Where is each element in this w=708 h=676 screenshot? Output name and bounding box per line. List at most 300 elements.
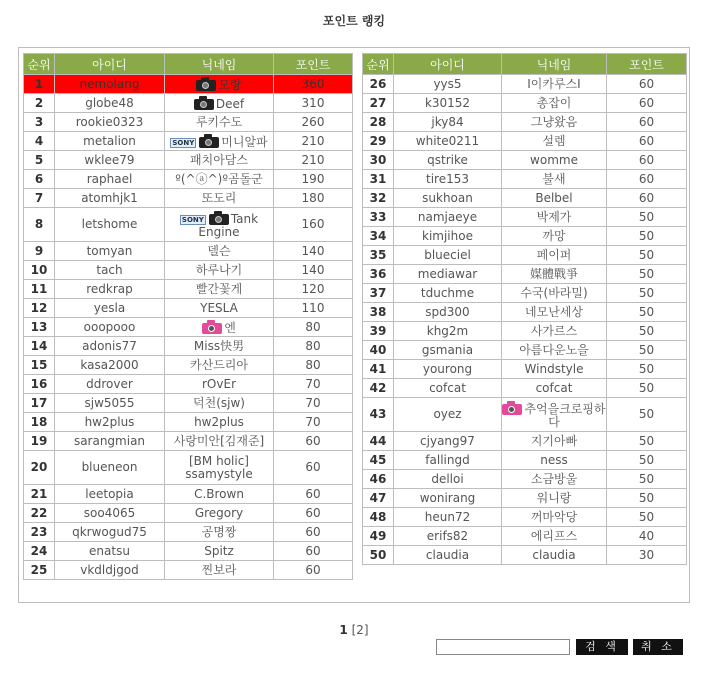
points-cell: 310: [274, 94, 353, 113]
rank-cell: 21: [24, 485, 55, 504]
user-id-cell: sjw5055: [55, 394, 165, 413]
points-cell: 60: [607, 75, 687, 94]
rank-cell: 11: [24, 280, 55, 299]
table-row: [363, 75, 687, 94]
user-id-cell: jky84: [394, 113, 502, 132]
nickname-text[interactable]: 엔: [224, 320, 236, 335]
points-cell: 80: [274, 356, 353, 375]
table-row: [24, 242, 353, 261]
rank-cell: 29: [363, 132, 394, 151]
nickname-cell[interactable]: [165, 75, 274, 94]
user-id-cell: tire153: [394, 170, 502, 189]
points-cell: 50: [607, 451, 687, 470]
camera-icon: [202, 320, 222, 334]
points-cell: 60: [274, 504, 353, 523]
sony-badge-icon: SONY: [181, 215, 204, 224]
user-id-cell: qstrike: [394, 151, 502, 170]
nickname-text[interactable]: 媒體戰爭: [529, 266, 578, 281]
rank-cell: 13: [24, 318, 55, 337]
header-nickname: 닉네임: [502, 54, 607, 75]
user-id-cell: heun72: [394, 508, 502, 527]
user-id-cell: adonis77: [55, 337, 165, 356]
table-row: [24, 504, 353, 523]
table-row: [24, 375, 353, 394]
points-cell: 140: [274, 242, 353, 261]
nickname-cell[interactable]: [502, 470, 607, 489]
camera-icon: [196, 77, 216, 91]
rank-cell: 10: [24, 261, 55, 280]
nickname-text[interactable]: Gregory: [194, 505, 244, 520]
rank-cell: 43: [363, 398, 394, 432]
points-cell: 50: [607, 246, 687, 265]
nickname-text[interactable]: 패치아담스: [190, 152, 248, 167]
rank-cell: 25: [24, 561, 55, 580]
user-id-cell: kasa2000: [55, 356, 165, 375]
user-id-cell: yys5: [394, 75, 502, 94]
nickname-text[interactable]: 까망: [542, 228, 566, 243]
table-row: [24, 280, 353, 299]
rank-cell: 19: [24, 432, 55, 451]
nickname-cell[interactable]: [165, 170, 274, 189]
points-cell: 50: [607, 398, 687, 432]
nickname-cell[interactable]: [502, 341, 607, 360]
table-row: [24, 394, 353, 413]
nickname-text[interactable]: 덕천(sjw): [193, 395, 245, 410]
search-button[interactable]: 검 색: [576, 639, 628, 655]
nickname-cell[interactable]: [502, 151, 607, 170]
table-row: [24, 208, 353, 242]
nickname-text[interactable]: 그냥왔음: [530, 114, 578, 129]
table-row: [363, 432, 687, 451]
table-row: [24, 261, 353, 280]
table-row: [363, 470, 687, 489]
nickname-text[interactable]: ness: [540, 452, 568, 467]
nickname-text[interactable]: 에리프스: [530, 528, 578, 543]
header-id: 아이디: [394, 54, 502, 75]
table-header-row: [24, 54, 353, 75]
rank-cell: 1: [24, 75, 55, 94]
nickname-cell[interactable]: [502, 170, 607, 189]
user-id-cell: khg2m: [394, 322, 502, 341]
points-cell: 210: [274, 132, 353, 151]
points-cell: 40: [607, 527, 687, 546]
nickname-text[interactable]: 꺼마악당: [530, 509, 578, 524]
nickname-text[interactable]: 하루나기: [195, 262, 243, 277]
nickname-cell[interactable]: [165, 561, 274, 580]
user-id-cell: spd300: [394, 303, 502, 322]
nickname-text[interactable]: 카산드리아: [190, 357, 248, 372]
rank-cell: 33: [363, 208, 394, 227]
nickname-cell[interactable]: [165, 151, 274, 170]
table-row: [24, 170, 353, 189]
rank-cell: 39: [363, 322, 394, 341]
rank-cell: 49: [363, 527, 394, 546]
nickname-cell[interactable]: [502, 546, 607, 565]
table-row: [24, 451, 353, 485]
user-id-cell: namjaeye: [394, 208, 502, 227]
points-cell: 210: [274, 151, 353, 170]
nickname-text[interactable]: 모랑: [218, 77, 242, 92]
user-id-cell: k30152: [394, 94, 502, 113]
rank-cell: 7: [24, 189, 55, 208]
points-cell: 50: [607, 489, 687, 508]
camera-icon: [199, 134, 219, 148]
points-cell: 50: [607, 360, 687, 379]
points-cell: 50: [607, 341, 687, 360]
table-row: [363, 322, 687, 341]
sony-badge-icon: SONY: [172, 138, 195, 147]
rank-cell: 44: [363, 432, 394, 451]
points-cell: 50: [607, 284, 687, 303]
nickname-text[interactable]: womme: [530, 152, 578, 167]
points-cell: 120: [274, 280, 353, 299]
rank-cell: 12: [24, 299, 55, 318]
points-cell: 60: [274, 432, 353, 451]
rank-cell: 31: [363, 170, 394, 189]
nickname-cell[interactable]: [502, 303, 607, 322]
table-row: [24, 413, 353, 432]
nickname-text[interactable]: Miss快男: [193, 338, 245, 353]
nickname-cell[interactable]: [502, 379, 607, 398]
user-id-cell: vkdldjgod: [55, 561, 165, 580]
nickname-cell[interactable]: [502, 432, 607, 451]
nickname-cell[interactable]: [165, 242, 274, 261]
nickname-text[interactable]: YESLA: [200, 300, 238, 315]
rank-cell: 18: [24, 413, 55, 432]
nickname-cell[interactable]: [165, 280, 274, 299]
nickname-cell[interactable]: [165, 485, 274, 504]
nickname-cell[interactable]: [165, 542, 274, 561]
points-cell: 70: [274, 413, 353, 432]
rank-cell: 42: [363, 379, 394, 398]
nickname-cell[interactable]: [502, 527, 607, 546]
table-row: [363, 508, 687, 527]
nickname-cell[interactable]: [165, 208, 274, 242]
header-rank: 순위: [363, 54, 394, 75]
rank-cell: 4: [24, 132, 55, 151]
points-cell: 80: [274, 337, 353, 356]
rank-cell: 22: [24, 504, 55, 523]
nickname-cell[interactable]: [502, 265, 607, 284]
table-row: [363, 546, 687, 565]
nickname-cell[interactable]: [502, 360, 607, 379]
table-row: [24, 356, 353, 375]
nickname-text[interactable]: 총잡이: [536, 95, 572, 110]
nickname-text[interactable]: Tank Engine: [198, 211, 259, 239]
table-row: [363, 189, 687, 208]
rank-cell: 17: [24, 394, 55, 413]
nickname-text[interactable]: 지기아빠: [530, 433, 578, 448]
nickname-cell[interactable]: [502, 75, 607, 94]
nickname-cell[interactable]: [165, 318, 274, 337]
user-id-cell: qkrwogud75: [55, 523, 165, 542]
points-cell: 190: [274, 170, 353, 189]
user-id-cell: hw2plus: [55, 413, 165, 432]
points-cell: 50: [607, 303, 687, 322]
table-row: [24, 432, 353, 451]
search-input[interactable]: [436, 639, 570, 655]
user-id-cell: tach: [55, 261, 165, 280]
ranking-table-right: [362, 53, 687, 565]
user-id-cell: enatsu: [55, 542, 165, 561]
header-nickname: 닉네임: [165, 54, 274, 75]
nickname-cell[interactable]: [502, 284, 607, 303]
nickname-text[interactable]: 찐보라: [201, 562, 237, 577]
points-cell: 60: [274, 451, 353, 485]
nickname-text[interactable]: Windstyle: [524, 361, 584, 376]
table-row: [24, 75, 353, 94]
table-row: [24, 113, 353, 132]
table-row: [363, 265, 687, 284]
user-id-cell: atomhjk1: [55, 189, 165, 208]
nickname-text[interactable]: 아름다운노을: [519, 342, 589, 357]
rank-cell: 45: [363, 451, 394, 470]
user-id-cell: redkrap: [55, 280, 165, 299]
header-points: 포인트: [274, 54, 353, 75]
nickname-cell[interactable]: [502, 451, 607, 470]
table-row: [363, 284, 687, 303]
rank-cell: 9: [24, 242, 55, 261]
nickname-text[interactable]: 불새: [542, 171, 566, 186]
nickname-cell[interactable]: [165, 299, 274, 318]
user-id-cell: delloi: [394, 470, 502, 489]
nickname-cell[interactable]: [165, 504, 274, 523]
nickname-cell[interactable]: [165, 113, 274, 132]
rank-cell: 41: [363, 360, 394, 379]
user-id-cell: claudia: [394, 546, 502, 565]
nickname-text[interactable]: 루키수도: [195, 114, 243, 129]
user-id-cell: cofcat: [394, 379, 502, 398]
nickname-text[interactable]: º(^ⓐ^)º곰돌군: [175, 171, 263, 186]
user-id-cell: oyez: [394, 398, 502, 432]
user-id-cell: letshome: [55, 208, 165, 242]
points-cell: 140: [274, 261, 353, 280]
table-row: [363, 489, 687, 508]
rank-cell: 3: [24, 113, 55, 132]
nickname-cell[interactable]: [165, 394, 274, 413]
table-row: [363, 151, 687, 170]
table-header-row: [363, 54, 687, 75]
table-row: [24, 542, 353, 561]
user-id-cell: gsmania: [394, 341, 502, 360]
nickname-cell[interactable]: [165, 413, 274, 432]
ranking-table-left: [23, 53, 353, 580]
user-id-cell: metalion: [55, 132, 165, 151]
table-row: [24, 132, 353, 151]
nickname-cell[interactable]: [502, 189, 607, 208]
nickname-text[interactable]: 미니알파: [221, 134, 268, 149]
nickname-cell[interactable]: [502, 489, 607, 508]
rank-cell: 28: [363, 113, 394, 132]
nickname-text[interactable]: C.Brown: [194, 486, 244, 501]
user-id-cell: yesla: [55, 299, 165, 318]
nickname-text[interactable]: cofcat: [535, 380, 573, 395]
nickname-cell[interactable]: [502, 508, 607, 527]
nickname-text[interactable]: 또도리: [201, 190, 237, 205]
points-cell: 30: [607, 546, 687, 565]
table-row: [363, 113, 687, 132]
table-row: [363, 451, 687, 470]
points-cell: 60: [274, 561, 353, 580]
nickname-cell[interactable]: [502, 113, 607, 132]
rank-cell: 2: [24, 94, 55, 113]
rank-cell: 36: [363, 265, 394, 284]
nickname-text[interactable]: 수국(바라밀): [520, 285, 588, 300]
user-id-cell: globe48: [55, 94, 165, 113]
nickname-cell[interactable]: [502, 208, 607, 227]
nickname-cell[interactable]: [165, 261, 274, 280]
rank-cell: 30: [363, 151, 394, 170]
points-cell: 50: [607, 432, 687, 451]
nickname-text[interactable]: 공명짱: [201, 524, 237, 539]
table-row: [363, 398, 687, 432]
table-row: [24, 337, 353, 356]
camera-icon: [502, 401, 522, 415]
nickname-cell[interactable]: [502, 227, 607, 246]
nickname-cell[interactable]: [502, 132, 607, 151]
nickname-text[interactable]: 워니랑: [536, 490, 572, 505]
table-row: [363, 379, 687, 398]
nickname-text[interactable]: claudia: [532, 547, 576, 562]
table-row: [24, 318, 353, 337]
nickname-text[interactable]: 델슨: [207, 243, 231, 258]
nickname-text[interactable]: 추억을크로핑하다: [524, 401, 606, 429]
user-id-cell: fallingd: [394, 451, 502, 470]
table-row: [363, 208, 687, 227]
user-id-cell: mediawar: [394, 265, 502, 284]
points-cell: 360: [274, 75, 353, 94]
nickname-text[interactable]: rOvEr: [202, 376, 236, 391]
nickname-cell[interactable]: [165, 451, 274, 485]
page-current[interactable]: 1: [339, 623, 348, 637]
nickname-cell[interactable]: [502, 246, 607, 265]
user-id-cell: yourong: [394, 360, 502, 379]
table-row: [24, 94, 353, 113]
points-cell: 80: [274, 318, 353, 337]
user-id-cell: blueciel: [394, 246, 502, 265]
nickname-text[interactable]: 설렘: [542, 133, 566, 148]
table-row: [363, 341, 687, 360]
table-row: [363, 303, 687, 322]
rank-cell: 16: [24, 375, 55, 394]
points-cell: 60: [607, 132, 687, 151]
table-row: [363, 527, 687, 546]
nickname-text[interactable]: Deef: [215, 96, 245, 111]
rank-cell: 48: [363, 508, 394, 527]
points-cell: 260: [274, 113, 353, 132]
nickname-cell[interactable]: [502, 94, 607, 113]
nickname-cell[interactable]: [502, 398, 607, 432]
nickname-cell[interactable]: [165, 132, 274, 151]
points-cell: 60: [274, 485, 353, 504]
points-cell: 60: [274, 523, 353, 542]
nickname-cell[interactable]: [165, 356, 274, 375]
user-id-cell: soo4065: [55, 504, 165, 523]
rank-cell: 8: [24, 208, 55, 242]
points-cell: 50: [607, 265, 687, 284]
table-row: [363, 170, 687, 189]
nickname-text[interactable]: hw2plus: [194, 414, 244, 429]
points-cell: 60: [607, 170, 687, 189]
points-cell: 60: [274, 542, 353, 561]
rank-cell: 24: [24, 542, 55, 561]
points-cell: 70: [274, 375, 353, 394]
page-link-2[interactable]: [2]: [351, 623, 369, 637]
header-id: 아이디: [55, 54, 165, 75]
points-cell: 160: [274, 208, 353, 242]
user-id-cell: sukhoan: [394, 189, 502, 208]
nickname-text[interactable]: [BM holic] ssamystyle: [185, 453, 253, 481]
nickname-text[interactable]: I이카루스I: [527, 76, 581, 91]
rank-cell: 50: [363, 546, 394, 565]
rank-cell: 23: [24, 523, 55, 542]
nickname-cell[interactable]: [165, 189, 274, 208]
header-rank: 순위: [24, 54, 55, 75]
user-id-cell: wonirang: [394, 489, 502, 508]
points-cell: 60: [607, 113, 687, 132]
nickname-cell[interactable]: [165, 523, 274, 542]
rank-cell: 5: [24, 151, 55, 170]
rank-cell: 37: [363, 284, 394, 303]
user-id-cell: white0211: [394, 132, 502, 151]
user-id-cell: nemolang: [55, 75, 165, 94]
table-row: [24, 485, 353, 504]
user-id-cell: rookie0323: [55, 113, 165, 132]
pagination: [0, 623, 708, 637]
user-id-cell: leetopia: [55, 485, 165, 504]
table-row: [363, 246, 687, 265]
points-cell: 70: [274, 394, 353, 413]
user-id-cell: kimjihoe: [394, 227, 502, 246]
points-cell: 50: [607, 208, 687, 227]
nickname-cell[interactable]: [502, 322, 607, 341]
cancel-button[interactable]: 취 소: [633, 639, 683, 655]
rank-cell: 34: [363, 227, 394, 246]
nickname-text[interactable]: 사가르스: [530, 323, 578, 338]
nickname-text[interactable]: Spitz: [204, 543, 234, 558]
nickname-cell[interactable]: [165, 94, 274, 113]
nickname-text[interactable]: 페이퍼: [536, 247, 572, 262]
table-row: [24, 561, 353, 580]
points-cell: 180: [274, 189, 353, 208]
rank-cell: 20: [24, 451, 55, 485]
nickname-text[interactable]: 소금방울: [530, 471, 578, 486]
user-id-cell: wklee79: [55, 151, 165, 170]
rank-cell: 32: [363, 189, 394, 208]
header-points: 포인트: [607, 54, 687, 75]
nickname-text[interactable]: 빨간꽃게: [195, 281, 243, 296]
rank-cell: 35: [363, 246, 394, 265]
user-id-cell: tduchme: [394, 284, 502, 303]
points-cell: 50: [607, 322, 687, 341]
nickname-text[interactable]: 네모난세상: [525, 304, 583, 319]
rank-cell: 14: [24, 337, 55, 356]
nickname-cell[interactable]: [165, 432, 274, 451]
user-id-cell: tomyan: [55, 242, 165, 261]
points-cell: 60: [607, 94, 687, 113]
nickname-cell[interactable]: [165, 375, 274, 394]
rank-cell: 26: [363, 75, 394, 94]
table-row: [363, 132, 687, 151]
nickname-cell[interactable]: [165, 337, 274, 356]
nickname-text[interactable]: 박제가: [536, 209, 572, 224]
table-row: [363, 94, 687, 113]
nickname-text[interactable]: 사랑미안[김재준]: [173, 433, 265, 448]
table-row: [24, 523, 353, 542]
nickname-text[interactable]: Belbel: [535, 190, 573, 205]
rank-cell: 40: [363, 341, 394, 360]
points-cell: 60: [607, 151, 687, 170]
